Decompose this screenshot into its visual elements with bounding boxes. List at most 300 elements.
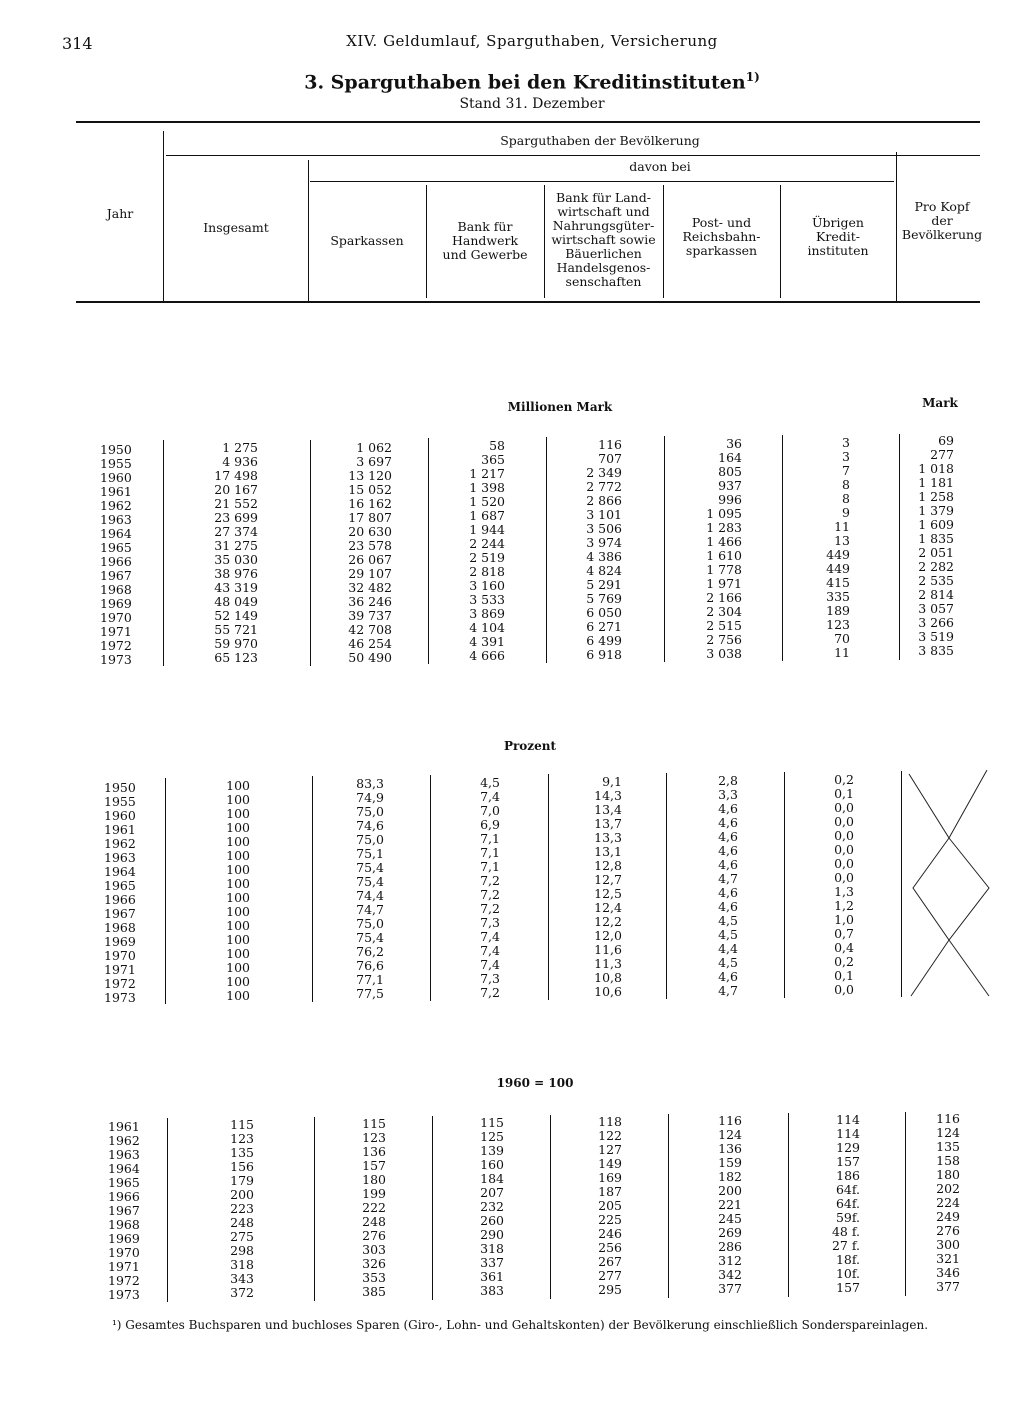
table-cell: 3 266 (918, 615, 954, 630)
table-cell: 64f. (835, 1182, 860, 1197)
table-cell: 269 (718, 1225, 742, 1240)
table-cell: 23 699 (214, 510, 258, 525)
table-cell: 5 769 (586, 591, 622, 606)
rule-i-5 (668, 1114, 669, 1298)
table-cell: 157 (836, 1154, 860, 1169)
table-cell: 114 (836, 1112, 860, 1127)
prozent-handwerk (464, 776, 500, 1000)
table-cell: 267 (598, 1254, 622, 1269)
table-cell: 1963 (104, 850, 136, 865)
table-cell: 1967 (108, 1203, 140, 1218)
unit-millionen: Millionen Mark (507, 400, 613, 414)
millionen-post (690, 437, 742, 661)
rule-p-1 (165, 778, 166, 1004)
table-cell: 0,0 (834, 814, 854, 829)
table-cell: 343 (230, 1271, 254, 1286)
table-cell: 7,0 (480, 803, 500, 818)
table-cell: 100 (226, 862, 250, 877)
table-cell: 1968 (104, 920, 136, 935)
table-cell: 1,2 (834, 898, 854, 913)
table-cell: 9 (842, 505, 850, 520)
table-cell: 59f. (835, 1210, 860, 1225)
table-cell: 6 918 (586, 647, 622, 662)
table-cell: 76,2 (356, 944, 384, 959)
table-cell: 118 (598, 1114, 622, 1129)
table-cell: 75,0 (356, 804, 384, 819)
table-cell: 114 (836, 1126, 860, 1141)
header-divider-handwerk (544, 185, 545, 298)
table-cell: 115 (362, 1116, 386, 1131)
table-cell: 2 814 (918, 587, 954, 602)
table-cell: 2 051 (918, 545, 954, 560)
rule-p-3 (430, 775, 431, 1001)
header-uebrige: Übrigen Kredit- instituten (807, 215, 869, 258)
table-cell: 1950 (104, 780, 136, 795)
table-cell: 3 506 (586, 521, 622, 536)
table-cell: 21 552 (214, 496, 258, 511)
table-cell: 64f. (835, 1196, 860, 1211)
table-cell: 65 123 (214, 650, 258, 665)
table-cell: 100 (226, 918, 250, 933)
millionen-landwirtschaft (568, 438, 622, 662)
table-cell: 1955 (100, 456, 132, 471)
table-cell: 4,6 (718, 969, 738, 984)
rule-i-7 (905, 1112, 906, 1296)
table-cell: 342 (718, 1267, 742, 1282)
table-cell: 4 386 (586, 549, 622, 564)
table-cell: 0,7 (834, 926, 854, 941)
table-cell: 77,5 (356, 986, 384, 1001)
table-cell: 3 974 (586, 535, 622, 550)
table-cell: 74,6 (356, 818, 384, 833)
header-top-rule (76, 121, 980, 123)
table-cell: 20 630 (348, 524, 392, 539)
rule-i-6 (788, 1113, 789, 1297)
millionen-sparkassen (330, 441, 392, 665)
table-cell: 135 (230, 1145, 254, 1160)
table-cell: 11 (834, 645, 850, 660)
table-cell: 1 610 (706, 548, 742, 563)
table-cell: 996 (718, 492, 742, 507)
table-cell: 1 217 (469, 466, 505, 481)
table-cell: 36 246 (348, 594, 392, 609)
table-cell: 7,4 (480, 943, 500, 958)
table-cell: 1971 (108, 1259, 140, 1274)
table-cell: 1961 (108, 1119, 140, 1134)
table-cell: 1964 (108, 1161, 140, 1176)
millionen-years (100, 443, 140, 667)
table-cell: 249 (936, 1209, 960, 1224)
table-cell: 2 756 (706, 632, 742, 647)
table-cell: 353 (362, 1270, 386, 1285)
rule-m-7 (899, 434, 900, 660)
table-cell: 136 (362, 1144, 386, 1159)
table-cell: 2 349 (586, 465, 622, 480)
rule-p-6 (784, 772, 785, 998)
table-cell: 123 (230, 1131, 254, 1146)
table-cell: 135 (936, 1139, 960, 1154)
table-cell: 10,8 (594, 970, 622, 985)
table-cell: 48 f. (831, 1224, 860, 1239)
table-cell: 1 275 (222, 440, 258, 455)
table-cell: 159 (718, 1155, 742, 1170)
header-divider-post (780, 185, 781, 298)
table-cell: 100 (226, 792, 250, 807)
table-cell: 74,9 (356, 790, 384, 805)
table-cell: 1 181 (918, 475, 954, 490)
table-cell: 4,6 (718, 815, 738, 830)
rule-m-3 (428, 438, 429, 664)
table-cell: 1950 (100, 442, 132, 457)
table-cell: 23 578 (348, 538, 392, 553)
table-cell: 6 499 (586, 633, 622, 648)
table-cell: 1 018 (918, 461, 954, 476)
prozent-post (708, 774, 738, 998)
table-cell: 4,5 (718, 927, 738, 942)
table-cell: 1 687 (469, 508, 505, 523)
table-cell: 1970 (108, 1245, 140, 1260)
table-cell: 1,3 (834, 884, 854, 899)
table-cell: 290 (480, 1227, 504, 1242)
table-cell: 4,5 (718, 913, 738, 928)
table-cell: 3 533 (469, 592, 505, 607)
table-cell: 4,6 (718, 829, 738, 844)
table-cell: 0,0 (834, 856, 854, 871)
table-cell: 6 271 (586, 619, 622, 634)
prozent-uebrige (828, 773, 854, 997)
table-cell: 449 (826, 547, 850, 562)
table-cell: 4,5 (480, 775, 500, 790)
table-cell: 100 (226, 848, 250, 863)
table-cell: 29 107 (348, 566, 392, 581)
page-number: 314 (62, 34, 93, 53)
table-cell: 286 (718, 1239, 742, 1254)
table-cell: 179 (230, 1173, 254, 1188)
table-cell: 100 (226, 834, 250, 849)
table-cell: 1 466 (706, 534, 742, 549)
table-cell: 50 490 (348, 650, 392, 665)
unit-prozent: Prozent (503, 739, 557, 753)
table-cell: 0,0 (834, 982, 854, 997)
table-cell: 1970 (100, 610, 132, 625)
table-cell: 1971 (104, 962, 136, 977)
table-cell: 1 062 (356, 440, 392, 455)
table-cell: 70 (834, 631, 850, 646)
table-cell: 100 (226, 876, 250, 891)
table-cell: 39 737 (348, 608, 392, 623)
millionen-prokopf (900, 434, 954, 658)
table-cell: 4,7 (718, 871, 738, 886)
table-cell: 100 (226, 820, 250, 835)
table-cell: 1969 (108, 1231, 140, 1246)
table-cell: 12,5 (594, 886, 622, 901)
table-cell: 2 282 (918, 559, 954, 574)
table-cell: 7,1 (480, 845, 500, 860)
table-cell: 17 498 (214, 468, 258, 483)
table-cell: 276 (362, 1228, 386, 1243)
table-cell: 372 (230, 1285, 254, 1300)
table-title-text: 3. Sparguthaben bei den Kreditinstituten (304, 71, 746, 94)
table-cell: 1963 (108, 1147, 140, 1162)
table-cell: 0,1 (834, 786, 854, 801)
table-cell: 11,3 (594, 956, 622, 971)
table-cell: 276 (936, 1223, 960, 1238)
table-cell: 937 (718, 478, 742, 493)
chapter-heading: XIV. Geldumlauf, Sparguthaben, Versicherung (346, 32, 718, 50)
table-cell: 0,2 (834, 772, 854, 787)
table-cell: 1 520 (469, 494, 505, 509)
table-cell: 8 (842, 477, 850, 492)
index-post (710, 1114, 742, 1296)
table-cell: 337 (480, 1255, 504, 1270)
prokopf-not-applicable-cross (905, 770, 995, 1000)
prozent-insgesamt (200, 779, 250, 1003)
table-cell: 4 666 (469, 648, 505, 663)
prozent-years (104, 781, 144, 1005)
table-cell: 1 258 (918, 489, 954, 504)
table-cell: 123 (362, 1130, 386, 1145)
table-cell: 157 (362, 1158, 386, 1173)
table-cell: 12,4 (594, 900, 622, 915)
index-insgesamt (218, 1118, 254, 1300)
table-cell: 1 835 (918, 531, 954, 546)
table-cell: 125 (480, 1129, 504, 1144)
header-group-rule (166, 155, 980, 156)
table-cell: 1 778 (706, 562, 742, 577)
table-cell: 1972 (104, 976, 136, 991)
table-cell: 1962 (108, 1133, 140, 1148)
table-cell: 7,3 (480, 915, 500, 930)
table-cell: 1970 (104, 948, 136, 963)
table-cell: 0,0 (834, 842, 854, 857)
table-cell: 449 (826, 561, 850, 576)
table-cell: 124 (936, 1125, 960, 1140)
table-cell: 100 (226, 806, 250, 821)
table-title (0, 70, 1024, 93)
index-landwirtschaft (590, 1115, 622, 1297)
table-cell: 74,7 (356, 902, 384, 917)
table-cell: 4 824 (586, 563, 622, 578)
rule-m-4 (546, 437, 547, 663)
rule-i-2 (314, 1117, 315, 1301)
table-cell: 295 (598, 1282, 622, 1297)
table-cell: 318 (480, 1241, 504, 1256)
table-cell: 116 (936, 1111, 960, 1126)
table-cell: 7,2 (480, 901, 500, 916)
table-cell: 3 (842, 435, 850, 450)
table-cell: 184 (480, 1171, 504, 1186)
table-cell: 277 (930, 447, 954, 462)
table-cell: 4,5 (718, 955, 738, 970)
table-cell: 75,4 (356, 930, 384, 945)
table-cell: 169 (598, 1170, 622, 1185)
table-cell: 20 167 (214, 482, 258, 497)
table-cell: 1 971 (706, 576, 742, 591)
prozent-landwirtschaft (580, 775, 622, 999)
table-cell: 0,4 (834, 940, 854, 955)
table-cell: 3 101 (586, 507, 622, 522)
table-cell: 14,3 (594, 788, 622, 803)
table-cell: 123 (826, 617, 850, 632)
table-cell: 275 (230, 1229, 254, 1244)
table-cell: 260 (480, 1213, 504, 1228)
table-cell: 116 (598, 437, 622, 452)
table-cell: 12,8 (594, 858, 622, 873)
table-cell: 2 519 (469, 550, 505, 565)
table-cell: 1960 (104, 808, 136, 823)
header-group: Sparguthaben der Bevölkerung (500, 133, 700, 148)
table-cell: 1 095 (706, 506, 742, 521)
table-cell: 75,0 (356, 832, 384, 847)
table-cell: 277 (598, 1268, 622, 1283)
table-cell: 4,6 (718, 801, 738, 816)
table-cell: 122 (598, 1128, 622, 1143)
table-cell: 1969 (104, 934, 136, 949)
rule-p-4 (548, 774, 549, 1000)
header-divider-insgesamt (308, 160, 309, 301)
table-cell: 4,6 (718, 885, 738, 900)
rule-p-5 (666, 773, 667, 999)
table-cell: 100 (226, 960, 250, 975)
table-cell: 115 (230, 1117, 254, 1132)
table-cell: 12,0 (594, 928, 622, 943)
table-cell: 69 (938, 433, 954, 448)
table-cell: 3 038 (706, 646, 742, 661)
table-cell: 1961 (104, 822, 136, 837)
table-cell: 26 067 (348, 552, 392, 567)
table-cell: 361 (480, 1269, 504, 1284)
table-cell: 100 (226, 974, 250, 989)
table-cell: 202 (936, 1181, 960, 1196)
table-cell: 1962 (100, 498, 132, 513)
table-cell: 15 052 (348, 482, 392, 497)
table-cell: 1966 (104, 892, 136, 907)
table-cell: 232 (480, 1199, 504, 1214)
table-cell: 7 (842, 463, 850, 478)
table-cell: 100 (226, 946, 250, 961)
footnote: ¹) Gesamtes Buchsparen und buchloses Sparen (Giro-, Lohn- und Gehaltskonten) der Bevölkerung einschließlich Sonderspareinlagen. (112, 1318, 929, 1332)
table-cell: 16 162 (348, 496, 392, 511)
table-cell: 200 (230, 1187, 254, 1202)
table-cell: 303 (362, 1242, 386, 1257)
table-cell: 5 291 (586, 577, 622, 592)
table-cell: 1967 (104, 906, 136, 921)
table-cell: 2 772 (586, 479, 622, 494)
table-cell: 100 (226, 890, 250, 905)
table-cell: 1972 (108, 1273, 140, 1288)
table-cell: 1968 (100, 582, 132, 597)
table-cell: 12,2 (594, 914, 622, 929)
table-cell: 36 (726, 436, 742, 451)
table-cell: 222 (362, 1200, 386, 1215)
table-cell: 11 (834, 519, 850, 534)
table-cell: 75,0 (356, 916, 384, 931)
table-cell: 31 275 (214, 538, 258, 553)
table-cell: 2 515 (706, 618, 742, 633)
table-cell: 13 120 (348, 468, 392, 483)
table-cell: 3 057 (918, 601, 954, 616)
table-cell: 12,7 (594, 872, 622, 887)
unit-prokopf-mark: Mark (922, 396, 958, 410)
table-cell: 75,1 (356, 846, 384, 861)
table-cell: 6,9 (480, 817, 500, 832)
table-cell: 46 254 (348, 636, 392, 651)
table-cell: 335 (826, 589, 850, 604)
table-cell: 124 (718, 1127, 742, 1142)
table-cell: 246 (598, 1226, 622, 1241)
table-cell: 129 (836, 1140, 860, 1155)
header-divider-jahr (163, 131, 164, 301)
table-cell: 158 (936, 1153, 960, 1168)
table-cell: 326 (362, 1256, 386, 1271)
table-cell: 256 (598, 1240, 622, 1255)
header-davon: davon bei (629, 159, 691, 174)
table-cell: 149 (598, 1156, 622, 1171)
table-cell: 18f. (835, 1252, 860, 1267)
table-cell: 383 (480, 1283, 504, 1298)
table-cell: 186 (836, 1168, 860, 1183)
table-cell: 225 (598, 1212, 622, 1227)
header-landwirtschaft: Bank für Land- wirtschaft und Nahrungsgüter- wirtschaft sowie Bäuerlichen Handelsgenos- senschaften (551, 190, 656, 289)
table-cell: 77,1 (356, 972, 384, 987)
header-davon-rule (310, 181, 894, 182)
table-cell: 139 (480, 1143, 504, 1158)
table-cell: 10f. (835, 1266, 860, 1281)
table-cell: 4 391 (469, 634, 505, 649)
table-cell: 76,6 (356, 958, 384, 973)
rule-p-7 (901, 771, 902, 997)
table-cell: 7,4 (480, 957, 500, 972)
table-cell: 1 944 (469, 522, 505, 537)
table-cell: 164 (718, 450, 742, 465)
table-cell: 1960 (100, 470, 132, 485)
table-cell: 27 374 (214, 524, 258, 539)
table-cell: 9,1 (602, 774, 622, 789)
table-cell: 1971 (100, 624, 132, 639)
rule-m-5 (664, 436, 665, 662)
header-bottom-rule (76, 301, 980, 303)
table-cell: 127 (598, 1142, 622, 1157)
header-divider-uebrige (896, 152, 897, 301)
table-cell: 245 (718, 1211, 742, 1226)
table-cell: 415 (826, 575, 850, 590)
table-cell: 7,2 (480, 985, 500, 1000)
table-cell: 13 (834, 533, 850, 548)
table-cell: 11,6 (594, 942, 622, 957)
table-cell: 0,1 (834, 968, 854, 983)
table-cell: 2 818 (469, 564, 505, 579)
table-cell: 1972 (100, 638, 132, 653)
table-cell: 7,4 (480, 789, 500, 804)
table-cell: 55 721 (214, 622, 258, 637)
table-cell: 75,4 (356, 874, 384, 889)
table-cell: 207 (480, 1185, 504, 1200)
table-cell: 7,3 (480, 971, 500, 986)
table-cell: 2,8 (718, 773, 738, 788)
table-cell: 4 104 (469, 620, 505, 635)
table-cell: 2 166 (706, 590, 742, 605)
table-cell: 4,6 (718, 857, 738, 872)
table-cell: 385 (362, 1284, 386, 1299)
table-cell: 13,1 (594, 844, 622, 859)
rule-m-6 (782, 435, 783, 661)
table-cell: 1965 (108, 1175, 140, 1190)
table-cell: 160 (480, 1157, 504, 1172)
index-uebrige (818, 1113, 860, 1295)
table-cell: 3 869 (469, 606, 505, 621)
table-cell: 365 (481, 452, 505, 467)
millionen-handwerk (450, 439, 505, 663)
